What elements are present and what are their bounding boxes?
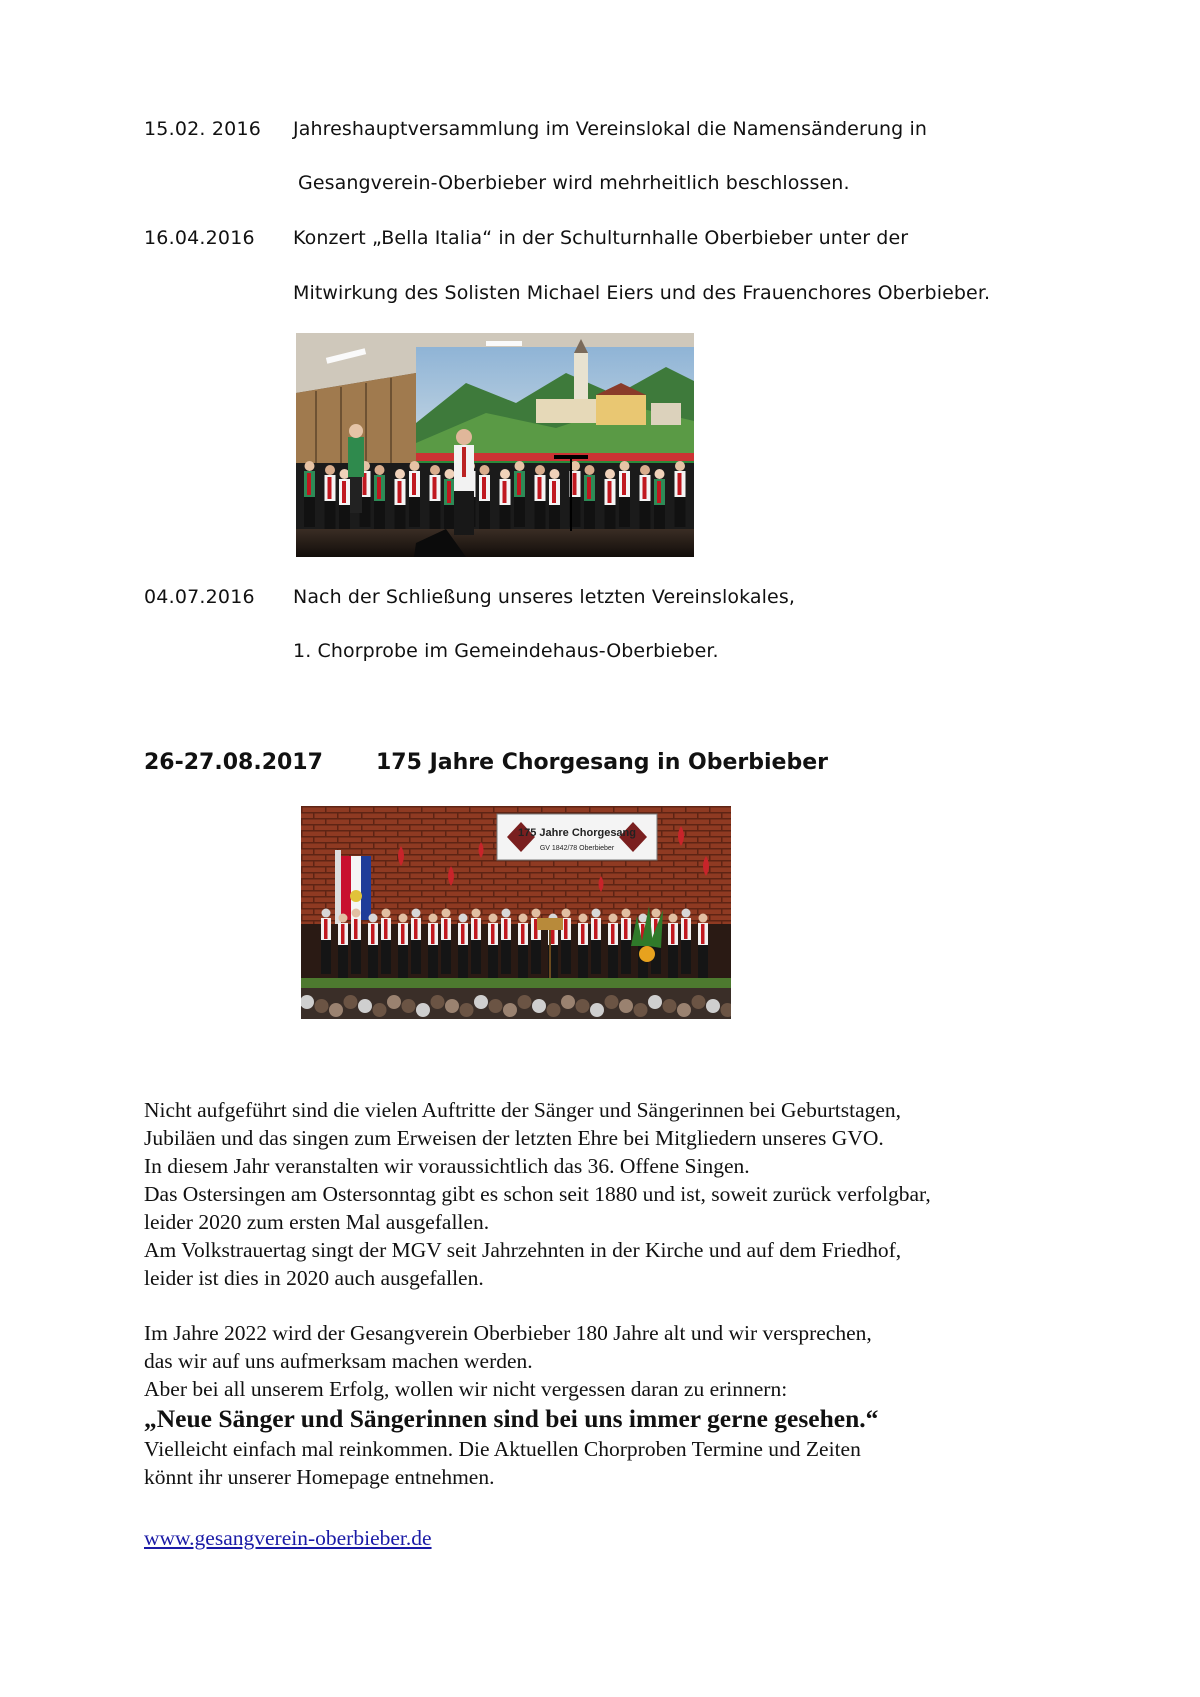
text-line: Aber bei all unserem Erfolg, wollen wir nicht vergessen daran zu erinnern: (144, 1377, 788, 1401)
concert-photo (296, 333, 694, 557)
notes-paragraph (144, 1096, 1074, 1292)
entry-text: Konzert „Bella Italia“ in der Schulturnhalle Oberbieber unter der (293, 227, 909, 249)
banner-subtitle: GV 1842/78 Oberbieber (539, 845, 615, 852)
entry-date: 15.02. 2016 (144, 118, 262, 140)
text-line: Das Ostersingen am Ostersonntag gibt es schon seit 1880 und ist, soweit zurück verfolgbar, (144, 1182, 931, 1206)
text-line: leider 2020 zum ersten Mal ausgefallen. (144, 1210, 490, 1234)
entry-text: 1. Chorprobe im Gemeindehaus-Oberbieber. (293, 640, 719, 662)
text-line: Jubiläen und das singen zum Erweisen der letzten Ehre bei Mitgliedern unseres GVO. (144, 1126, 884, 1150)
entry-text: Nach der Schließung unseres letzten Vereinslokales, (293, 586, 795, 608)
slogan: „Neue Sänger und Sängerinnen sind bei uns immer gerne gesehen.“ (144, 1404, 879, 1433)
entry-date: 04.07.2016 (144, 586, 255, 608)
outlook-paragraph (144, 1319, 1074, 1491)
text-line: Im Jahre 2022 wird der Gesangverein Oberbieber 180 Jahre alt und wir versprechen, (144, 1321, 872, 1345)
text-line: das wir auf uns aufmerksam machen werden. (144, 1349, 533, 1373)
anniversary-date: 26-27.08.2017 (144, 750, 323, 775)
entry-text: Gesangverein-Oberbieber wird mehrheitlich beschlossen. (298, 172, 850, 194)
entry-text: Mitwirkung des Solisten Michael Eiers und des Frauenchores Oberbieber. (293, 282, 991, 304)
entry-text: Jahreshauptversammlung im Vereinslokal die Namensänderung in (293, 118, 927, 140)
banner-title: 175 Jahre Chorgesang (518, 827, 636, 839)
anniversary-photo (301, 806, 731, 1019)
text-line: Vielleicht einfach mal reinkommen. Die Aktuellen Chorproben Termine und Zeiten (144, 1437, 861, 1461)
entry-date: 16.04.2016 (144, 227, 255, 249)
text-line: könnt ihr unserer Homepage entnehmen. (144, 1465, 495, 1489)
text-line: Am Volkstrauertag singt der MGV seit Jahrzehnten in der Kirche und auf dem Friedhof, (144, 1238, 902, 1262)
text-line: In diesem Jahr veranstalten wir voraussichtlich das 36. Offene Singen. (144, 1154, 750, 1178)
website-link[interactable]: www.gesangverein-oberbieber.de (144, 1526, 432, 1550)
text-line: Nicht aufgeführt sind die vielen Auftritte der Sänger und Sängerinnen bei Geburtstagen, (144, 1098, 902, 1122)
anniversary-title: 175 Jahre Chorgesang in Oberbieber (376, 750, 828, 775)
text-line: leider ist dies in 2020 auch ausgefallen. (144, 1266, 484, 1290)
